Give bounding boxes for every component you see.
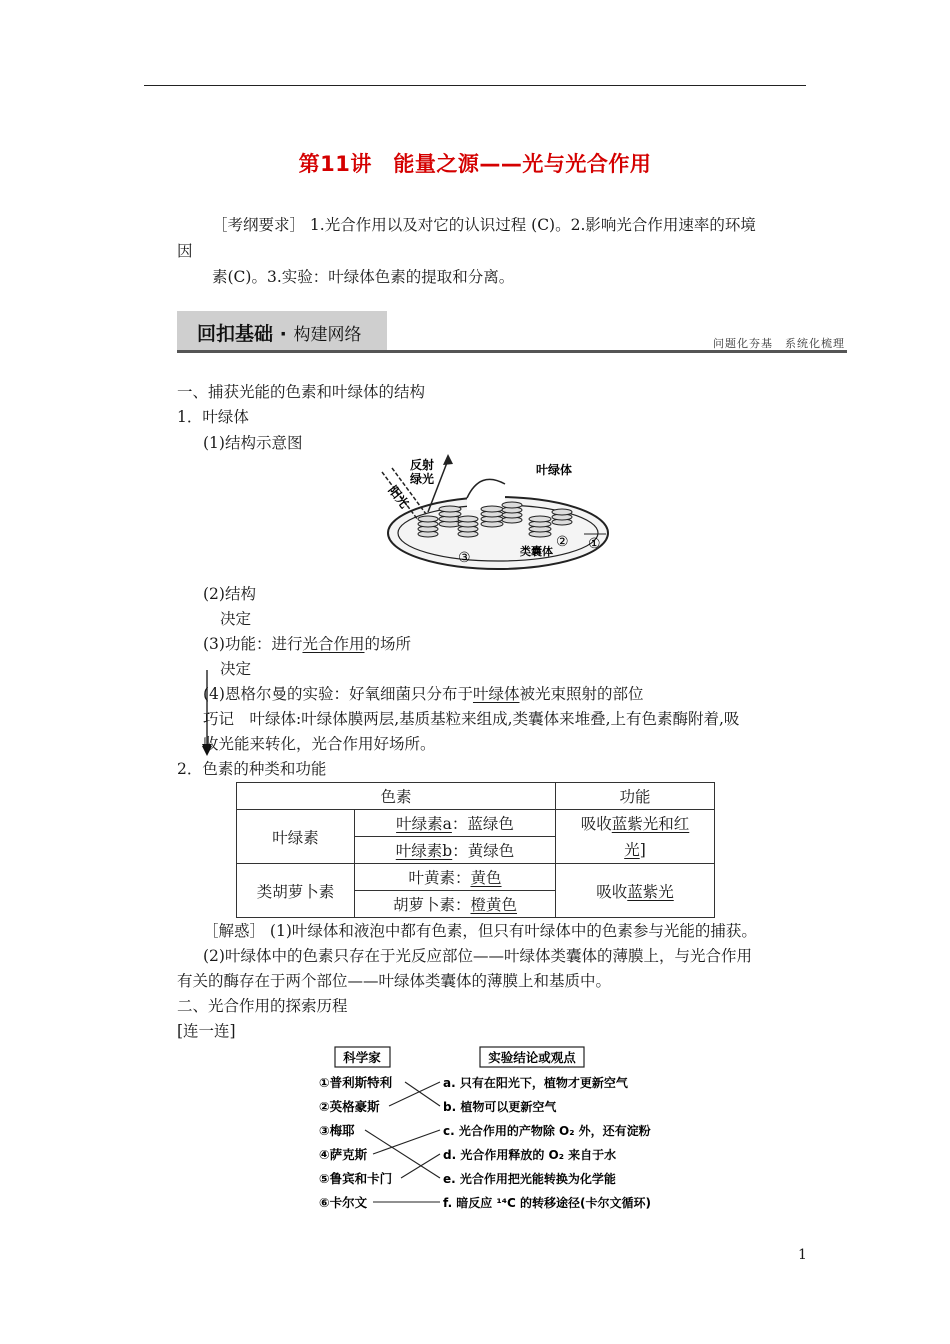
- marker-2: ②: [556, 534, 569, 550]
- match-line: [405, 1082, 440, 1106]
- granum-stack: [418, 516, 438, 537]
- conclusion-item: d. 光合作用释放的 O₂ 来自于水: [443, 1148, 617, 1162]
- match-line: [389, 1082, 440, 1106]
- marker-1: ①: [588, 536, 601, 552]
- chlorophyll-cell: 叶绿素: [237, 810, 355, 864]
- scientist-item: ②英格豪斯: [319, 1099, 380, 1114]
- sunlight-label: 阳光: [385, 483, 412, 511]
- memo-line-1: 巧记 叶绿体:叶绿体膜两层,基质基粒来组成,类囊体来堆叠,上有色素酶附着,吸: [203, 710, 740, 728]
- requirements-line2: 素(C)。3.实验：叶绿体色素的提取和分离。: [212, 268, 515, 286]
- structure-diagram-label: (1)结构示意图: [203, 434, 303, 452]
- chloroplast-label: 叶绿体: [536, 463, 573, 477]
- table-row: [237, 810, 715, 837]
- section-banner: [177, 311, 847, 353]
- header-rule: [144, 85, 806, 86]
- conclusion-item: b. 植物可以更新空气: [443, 1100, 557, 1114]
- scientist-item: ④萨克斯: [319, 1147, 368, 1162]
- requirements-line1b: 因: [177, 242, 193, 260]
- chlorophyll-function-cell: 吸收蓝紫光和红 光]: [556, 810, 715, 864]
- scientist-item: ⑤鲁宾和卡门: [319, 1171, 393, 1186]
- chlorophyll-b-cell: 叶绿素b：黄绿色: [355, 837, 556, 864]
- banner-slogan: 问题化夯基 系统化梳理: [713, 337, 845, 350]
- conclusion-item: c. 光合作用的产物除 O₂ 外，还有淀粉: [443, 1124, 651, 1138]
- conclusion-item: f. 暗反应 ¹⁴C 的转移途径(卡尔文循环): [443, 1196, 651, 1210]
- engelmann-line: (4)恩格尔曼的实验：好氧细菌只分布于叶绿体被光束照射的部位: [203, 685, 644, 703]
- chloroplast-diagram: [370, 450, 620, 575]
- lesson-title: 第11讲 能量之源——光与光合作用: [298, 152, 652, 176]
- marker-3: ③: [458, 550, 471, 566]
- granum-stack: [502, 502, 522, 523]
- granum-stack: [481, 506, 503, 527]
- scientist-title: 科学家: [343, 1050, 381, 1065]
- scientist-item: ③梅耶: [319, 1123, 355, 1138]
- matching-diagram: [315, 1043, 675, 1215]
- section1-heading: 一、捕获光能的色素和叶绿体的结构: [177, 383, 426, 401]
- page-number: 1: [798, 1247, 807, 1263]
- table-row: [237, 864, 715, 891]
- item2-heading: 2．色素的种类和功能: [177, 760, 327, 778]
- memo-line-2: 收光能来转化，光合作用好场所。: [203, 735, 436, 753]
- conclusion-list: [443, 1075, 651, 1210]
- decide-label-2: 决定: [220, 660, 252, 678]
- clarify-line-1: ［解惑］ (1)叶绿体和液泡中都有色素，但只有叶绿体中的色素参与光能的捕获。: [203, 922, 757, 940]
- banner-title: 回扣基础 · 构建网络: [197, 323, 362, 345]
- granum-stack: [552, 509, 572, 525]
- scientist-item: ⑥卡尔文: [319, 1195, 368, 1210]
- header-function: 功能: [556, 783, 715, 810]
- granum-stack: [529, 516, 551, 537]
- section2-heading: 二、光合作用的探索历程: [177, 997, 348, 1015]
- granum-stack: [458, 516, 478, 537]
- carotenoid-function-cell: 吸收蓝紫光: [556, 864, 715, 918]
- scientist-list: [319, 1075, 393, 1210]
- table-header-row: [237, 783, 715, 810]
- requirements-line1: ［考纲要求］ 1.光合作用以及对它的认识过程 (C)。2.影响光合作用速率的环境: [212, 216, 756, 234]
- carotene-cell: 胡萝卜素：橙黄色: [355, 891, 556, 918]
- clarify-line-2: (2)叶绿体中的色素只存在于光反应部位——叶绿体类囊体的薄膜上，与光合作用: [203, 947, 752, 965]
- conclusion-title: 实验结论或观点: [488, 1050, 576, 1065]
- function-line: (3)功能：进行光合作用的场所: [203, 635, 411, 653]
- connect-label: [连一连]: [177, 1022, 236, 1040]
- reflected-arrow-head: [443, 454, 453, 465]
- scientist-item: ①普利斯特利: [319, 1075, 393, 1090]
- header-pigment: 色素: [237, 783, 556, 810]
- decide-label-1: 决定: [220, 610, 252, 628]
- item1-heading: 1．叶绿体: [177, 408, 249, 426]
- conclusion-item: a. 只有在阳光下，植物才更新空气: [443, 1076, 628, 1090]
- conclusion-item: e. 光合作用把光能转换为化学能: [443, 1172, 616, 1186]
- reflect-label-2: 绿光: [410, 472, 435, 486]
- chlorophyll-a-cell: 叶绿素a：蓝绿色: [355, 810, 556, 837]
- reflect-label-1: 反射: [410, 458, 435, 472]
- xanthophyll-cell: 叶黄素：黄色: [355, 864, 556, 891]
- pigment-table: [236, 782, 715, 918]
- clarify-line-3: 有关的酶存在于两个部位——叶绿体类囊体的薄膜上和基质中。: [177, 972, 612, 990]
- thylakoid-label: 类囊体: [520, 545, 553, 558]
- structure-label: (2)结构: [203, 585, 256, 603]
- carotenoid-cell: 类胡萝卜素: [237, 864, 355, 918]
